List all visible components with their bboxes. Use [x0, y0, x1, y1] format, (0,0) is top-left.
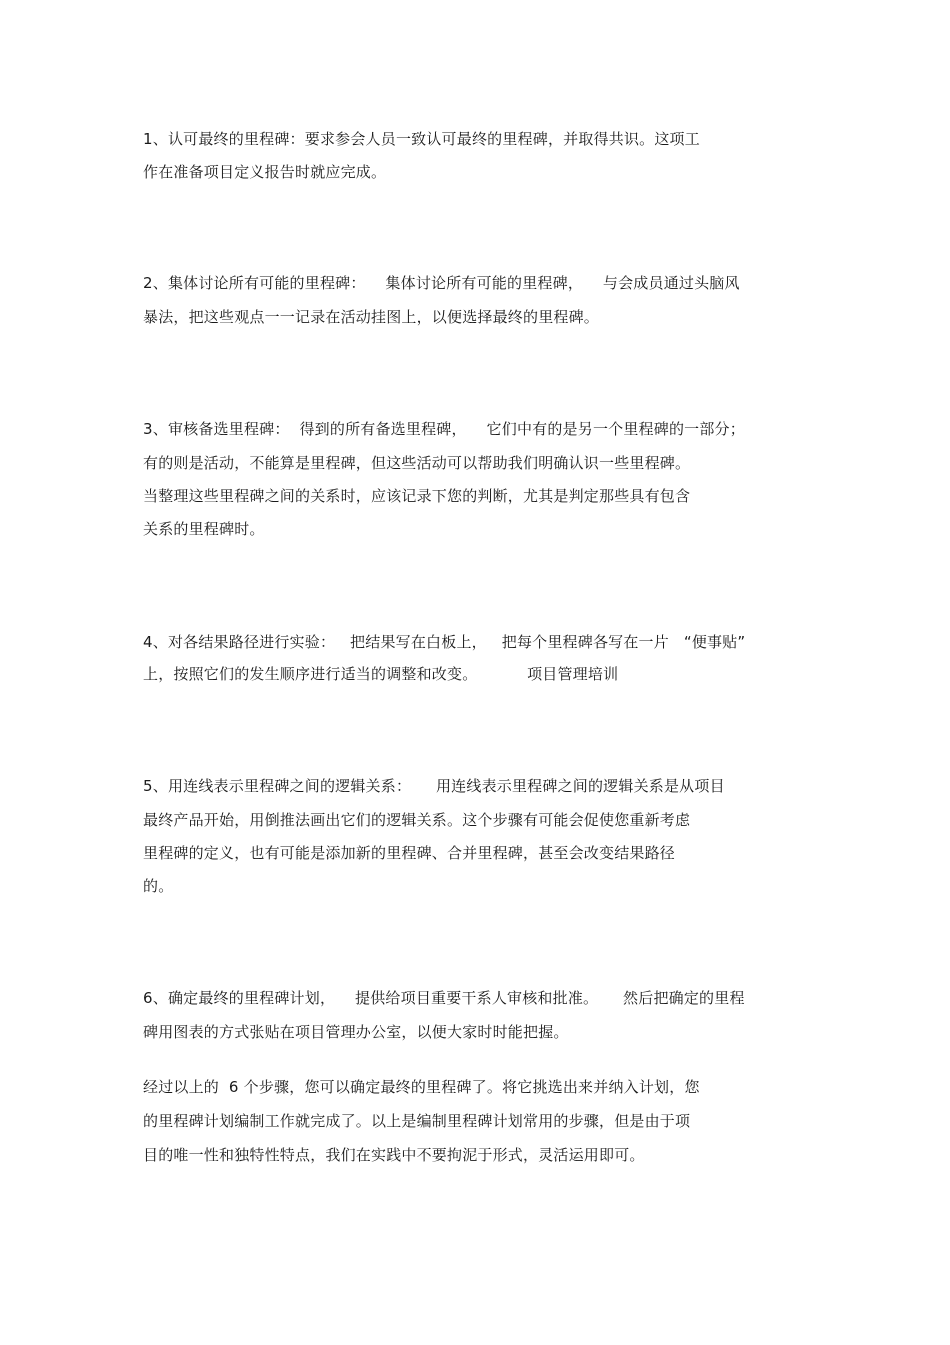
paragraph-line: 有的则是活动，不能算是里程碑，但这些活动可以帮助我们明确认识一些里程碑。	[143, 454, 691, 472]
paragraph-line: 2、集体讨论所有可能的里程碑： 集体讨论所有可能的里程碑， 与会成员通过头脑风	[143, 274, 740, 292]
paragraph-line: 1、认可最终的里程碑：要求参会人员一致认可最终的里程碑，并取得共识。这项工	[143, 130, 700, 148]
paragraph-line: 目的唯一性和独特性特点，我们在实践中不要拘泥于形式，灵活运用即可。	[143, 1146, 645, 1164]
paragraph-line: 碑用图表的方式张贴在项目管理办公室，以便大家时时能把握。	[143, 1023, 569, 1041]
paragraph-line: 里程碑的定义，也有可能是添加新的里程碑、合并里程碑，甚至会改变结果路径	[143, 844, 676, 862]
paragraph-line: 上，按照它们的发生顺序进行适当的调整和改变。 项目管理培训	[143, 665, 619, 683]
paragraph-line: 暴法，把这些观点一一记录在活动挂图上，以便选择最终的里程碑。	[143, 308, 600, 326]
paragraph-line: 经过以上的 6 个步骤，您可以确定最终的里程碑了。将它挑选出来并纳入计划，您	[143, 1078, 700, 1096]
paragraph-line: 关系的里程碑时。	[143, 520, 265, 538]
paragraph-line: 5、用连线表示里程碑之间的逻辑关系： 用连线表示里程碑之间的逻辑关系是从项目	[143, 777, 725, 795]
paragraph-line: 最终产品开始，用倒推法画出它们的逻辑关系。这个步骤有可能会促使您重新考虑	[143, 811, 691, 829]
paragraph-line: 3、审核备选里程碑： 得到的所有备选里程碑， 它们中有的是另一个里程碑的一部分；	[143, 420, 745, 438]
paragraph-line: 的里程碑计划编制工作就完成了。以上是编制里程碑计划常用的步骤，但是由于项	[143, 1112, 691, 1130]
paragraph-line: 的。	[143, 877, 174, 895]
paragraph-line: 4、对各结果路径进行实验： 把结果写在白板上， 把每个里程碑各写在一片 “便事贴”	[143, 633, 746, 651]
paragraph-line: 6、确定最终的里程碑计划， 提供给项目重要干系人审核和批准。 然后把确定的里程	[143, 989, 745, 1007]
paragraph-line: 作在准备项目定义报告时就应完成。	[143, 163, 387, 181]
paragraph-line: 当整理这些里程碑之间的关系时，应该记录下您的判断，尤其是判定那些具有包含	[143, 487, 691, 505]
